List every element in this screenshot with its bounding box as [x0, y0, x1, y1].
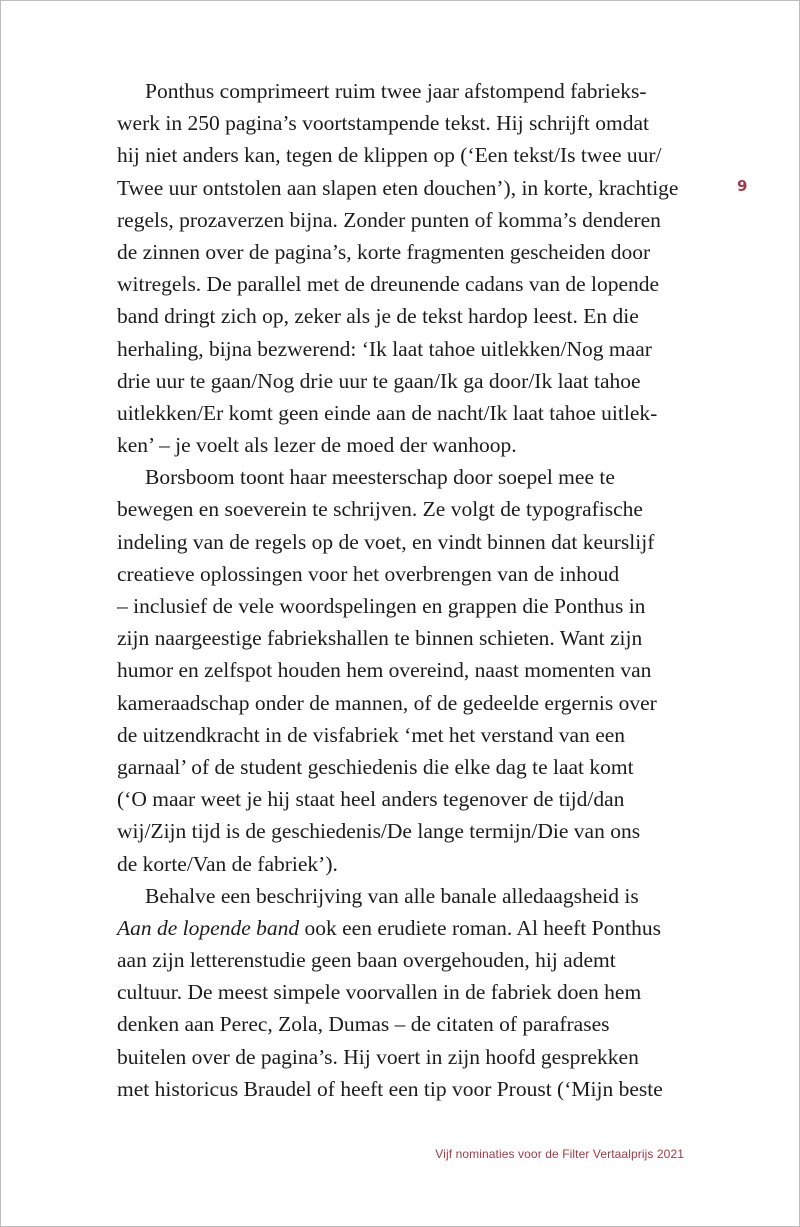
- text-line: buitelen over de pagina’s. Hij voert in zijn hoofd gesprekken: [117, 1044, 639, 1069]
- text-line: Twee uur ontstolen aan slapen eten douchen’), in korte, krachtige: [117, 175, 679, 200]
- text-line: kameraadschap onder de mannen, of de gedeelde ergernis over: [117, 690, 657, 715]
- text-line: uitlekken/Er komt geen einde aan de nacht/Ik laat tahoe uitlek-: [117, 400, 658, 425]
- page-number: 9: [737, 177, 748, 195]
- book-title: Aan de lopende band: [117, 915, 300, 940]
- text-line: werk in 250 pagina’s voortstampende tekst. Hij schrijft omdat: [117, 111, 650, 136]
- text-line: Behalve een beschrijving van alle banale alledaagsheid is: [145, 883, 639, 908]
- text-line: met historicus Braudel of heeft een tip voor Proust (‘Mijn beste: [117, 1076, 663, 1101]
- body-text: [117, 75, 702, 1105]
- text-line: wij/Zijn tijd is de geschiedenis/De lange termijn/Die van ons: [117, 819, 641, 844]
- text-line: – inclusief de vele woordspelingen en grappen die Ponthus in: [117, 594, 646, 618]
- text-line: de korte/Van de fabriek’).: [117, 851, 338, 876]
- text-line: creatieve oplossingen voor het overbrengen van de inhoud: [117, 561, 620, 586]
- text-line: regels, prozaverzen bijna. Zonder punten of komma’s denderen: [117, 207, 661, 232]
- text-line: de uitzendkracht in de visfabriek ‘met het verstand van een: [117, 722, 626, 747]
- text-line: zijn naargeestige fabriekshallen te binnen schieten. Want zijn: [117, 626, 643, 651]
- text-line: cultuur. De meest simpele voorvallen in de fabriek doen hem: [117, 980, 642, 1005]
- text-line: aan zijn letterenstudie geen baan overgehouden, hij ademt: [117, 948, 616, 973]
- text-line: herhaling, bijna bezwerend: ‘Ik laat tahoe uitlekken/Nog maar: [117, 336, 652, 361]
- text-line: bewegen en soeverein te schrijven. Ze volgt de typografische: [117, 497, 643, 522]
- text-line: band dringt zich op, zeker als je de tekst hardop leest. En die: [117, 304, 639, 329]
- text-line: humor en zelfspot houden hem overeind, naast momenten van: [117, 658, 652, 683]
- text-line: (‘O maar weet je hij staat heel anders tegenover de tijd/dan: [117, 787, 625, 812]
- text-line: Ponthus comprimeert ruim twee jaar afstompend fabrieks-: [145, 79, 647, 103]
- text-line: ken’ – je voelt als lezer de moed der wanhoop.: [117, 433, 517, 458]
- text-line: denken aan Perec, Zola, Dumas – de citaten of parafrases: [117, 1012, 610, 1037]
- text-line: hij niet anders kan, tegen de klippen op (‘Een tekst/Is twee uur/: [117, 143, 662, 168]
- text-line: [117, 912, 702, 944]
- text-line: indeling van de regels op de voet, en vindt binnen dat keurslijf: [117, 529, 655, 554]
- text-line: Borsboom toont haar meesterschap door soepel mee te: [145, 465, 615, 490]
- text-line: garnaal’ of de student geschiedenis die elke dag te laat komt: [117, 754, 634, 779]
- text-line: de zinnen over de pagina’s, korte fragmenten gescheiden door: [117, 239, 651, 264]
- running-footer: Vijf nominaties voor de Filter Vertaalprijs 2021: [435, 1147, 684, 1161]
- text-line-rest: ook een erudiete roman. Al heeft Ponthus: [304, 915, 661, 940]
- text-line: witregels. De parallel met de dreunende cadans van de lopende: [117, 272, 660, 297]
- text-line: drie uur te gaan/Nog drie uur te gaan/Ik ga door/Ik laat tahoe: [117, 368, 641, 393]
